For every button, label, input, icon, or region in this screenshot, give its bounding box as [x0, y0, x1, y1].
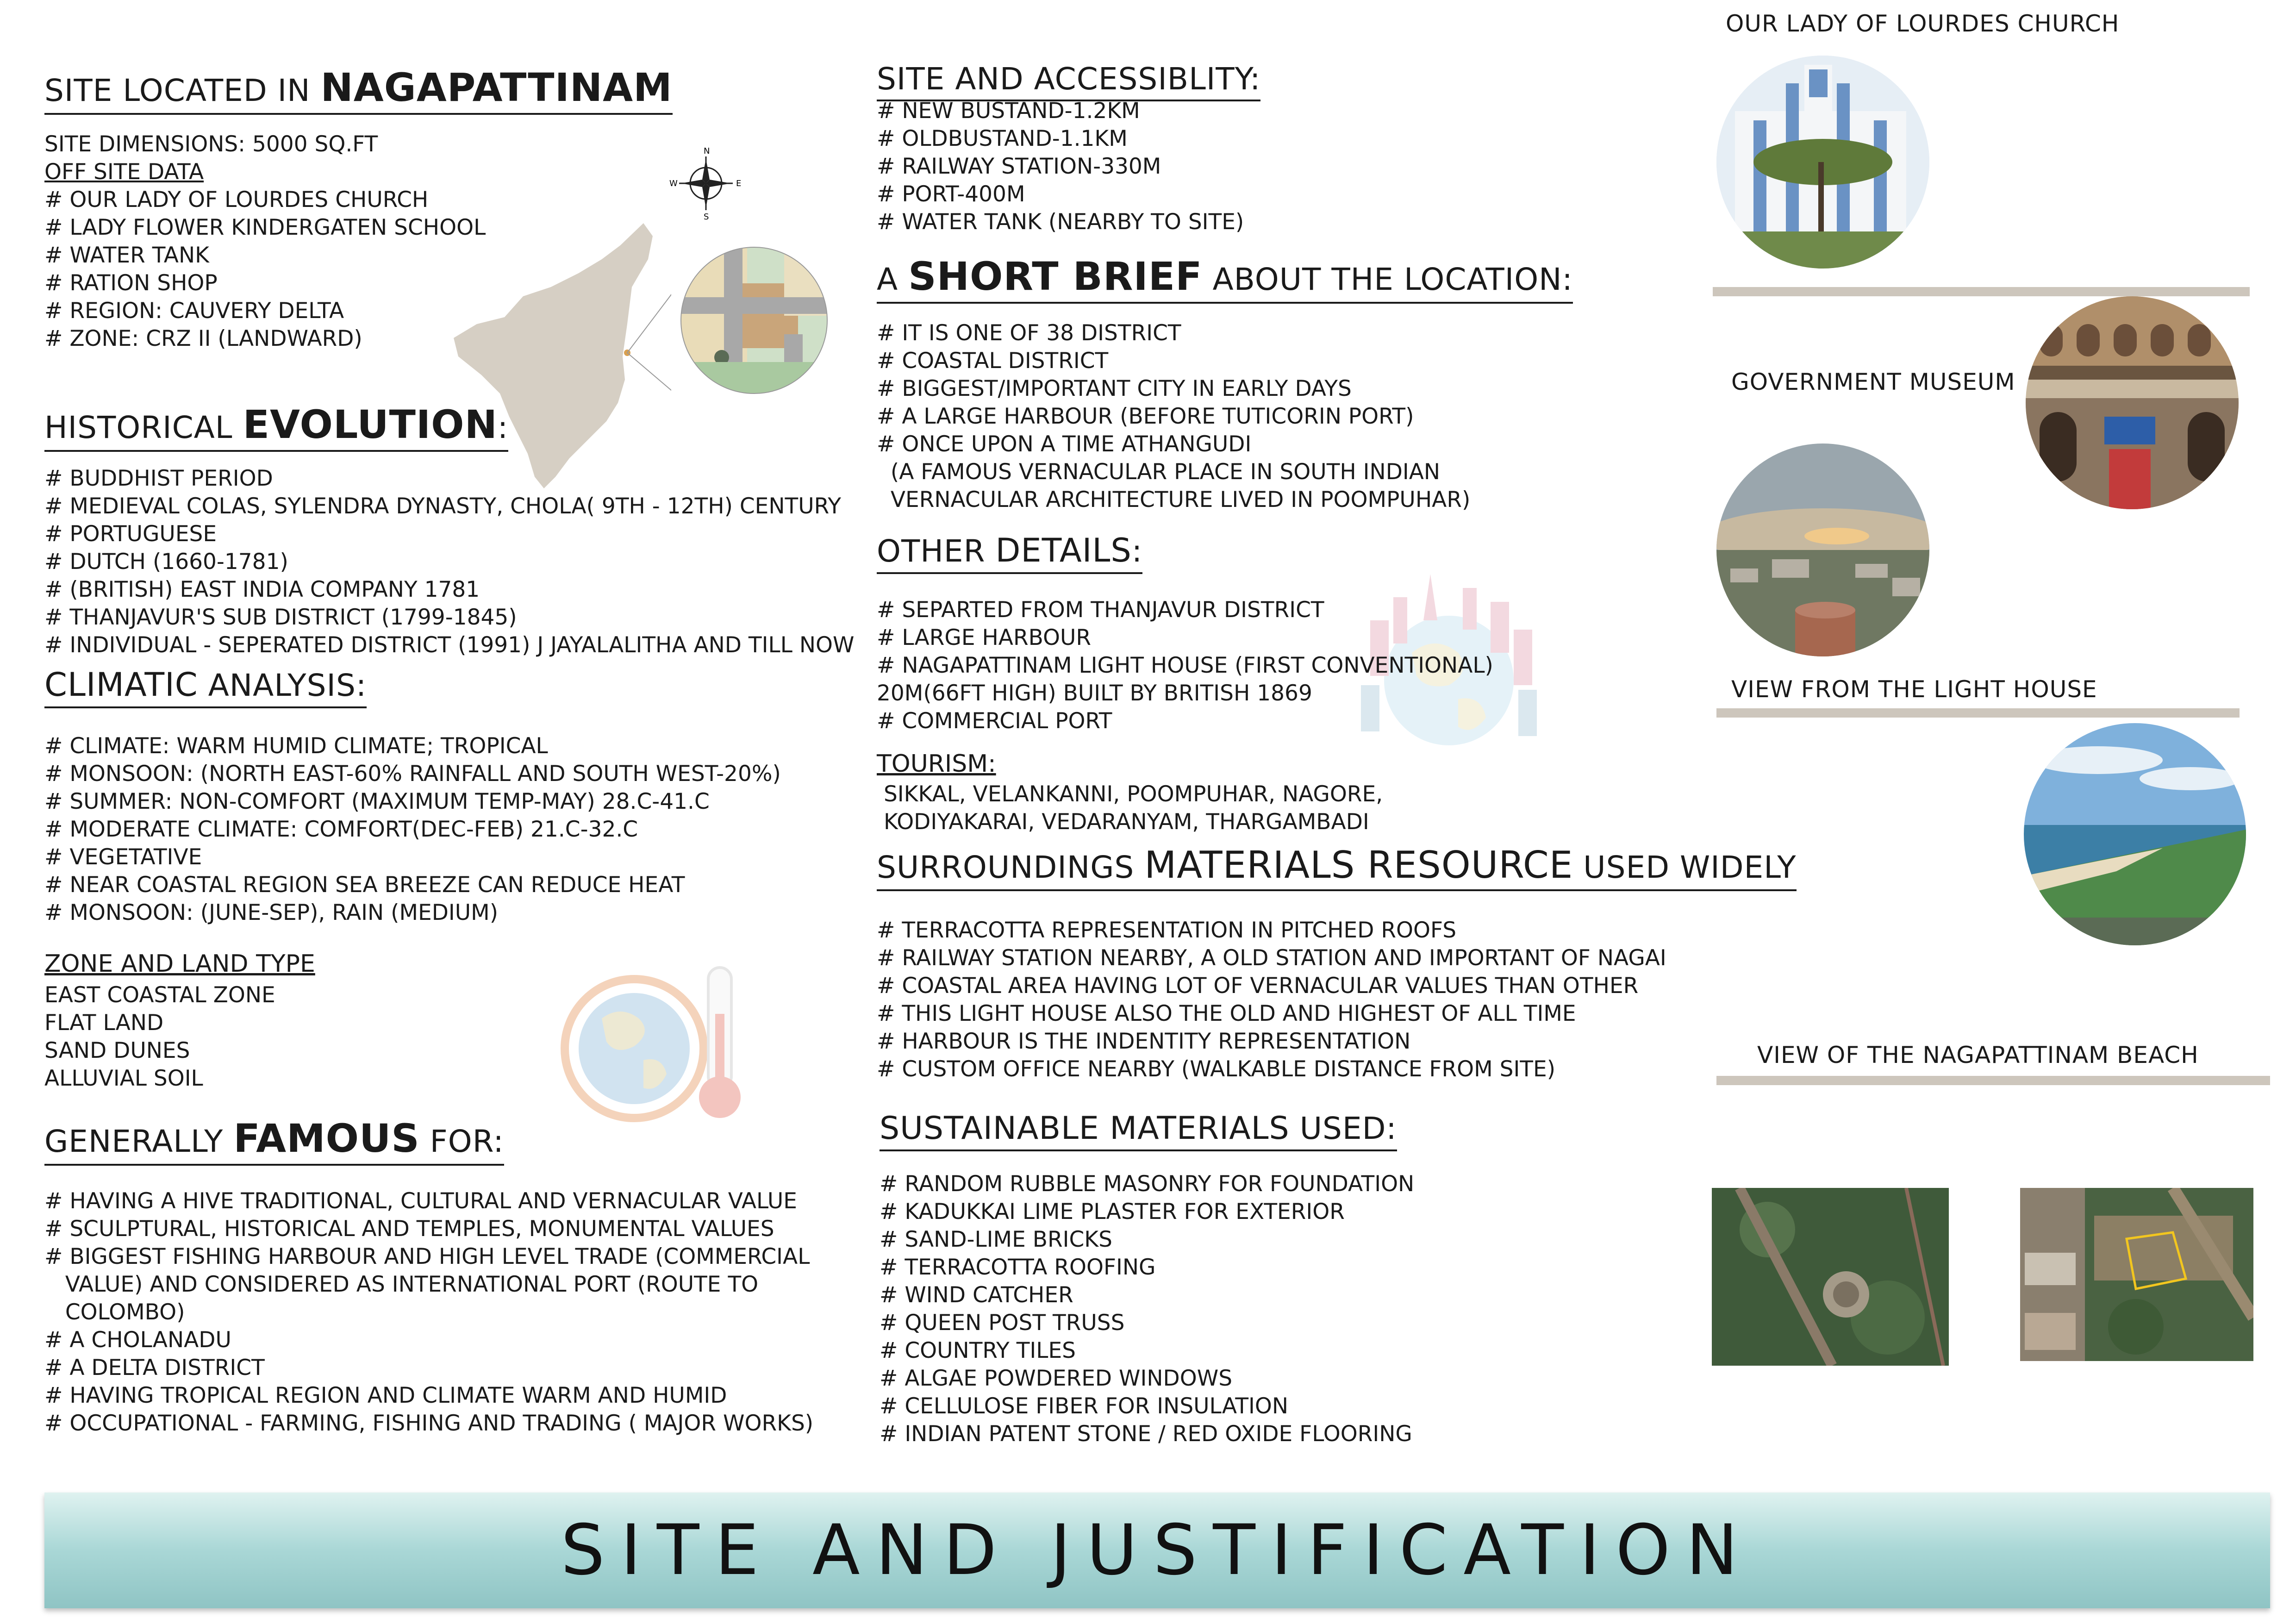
compass-rose-icon — [667, 146, 745, 220]
church-photo — [1716, 56, 1929, 269]
site-accessibility-list — [877, 97, 1244, 236]
church-caption: OUR LADY OF LOURDES CHURCH — [1726, 10, 2120, 37]
list-item: # BIGGEST/IMPORTANT CITY IN EARLY DAYS — [877, 376, 1352, 401]
materials-resource-heading: SURROUNDINGS MATERIALS RESOURCE USED WIDELY — [877, 843, 1797, 891]
list-item: 20M(66FT HIGH) BUILT BY BRITISH 1869 — [877, 681, 1312, 706]
climatic-analysis-list — [44, 732, 781, 927]
list-item: # PORT-400M — [877, 181, 1025, 207]
list-item: # HAVING A HIVE TRADITIONAL, CULTURAL AND VERNACULAR VALUE — [44, 1188, 797, 1214]
list-item: # RAILWAY STATION NEARBY, A OLD STATION AND IMPORTANT OF NAGAI — [877, 945, 1666, 971]
list-item: # KADUKKAI LIME PLASTER FOR EXTERIOR — [880, 1199, 1345, 1224]
off-site-data-heading: OFF SITE DATA — [44, 159, 204, 185]
section-divider — [1716, 708, 2240, 718]
list-item: # MODERATE CLIMATE: COMFORT(DEC-FEB) 21.C-32.C — [44, 817, 638, 842]
climatic-analysis-heading: CLIMATIC ANALYSIS: — [44, 666, 367, 708]
famous-for-list — [44, 1187, 813, 1437]
short-brief-heading: A SHORT BRIEF ABOUT THE LOCATION: — [877, 254, 1573, 304]
list-item: VERNACULAR ARCHITECTURE LIVED IN POOMPUHAR) — [877, 487, 1471, 512]
list-item: # CUSTOM OFFICE NEARBY (WALKABLE DISTANCE FROM SITE) — [877, 1056, 1556, 1082]
list-item: # REGION: CAUVERY DELTA — [44, 298, 344, 324]
section-divider — [1716, 1076, 2270, 1085]
list-item: # A LARGE HARBOUR (BEFORE TUTICORIN PORT) — [877, 404, 1414, 429]
list-item: # VEGETATIVE — [44, 844, 202, 870]
list-item: # HAVING TROPICAL REGION AND CLIMATE WARM AND HUMID — [44, 1383, 727, 1408]
list-item: # SAND-LIME BRICKS — [880, 1227, 1112, 1252]
lighthouse-view-photo — [1716, 443, 1929, 656]
list-item: # PORTUGUESE — [44, 521, 217, 547]
list-item: # OCCUPATIONAL - FARMING, FISHING AND TRADING ( MAJOR WORKS) — [44, 1411, 814, 1436]
title-banner — [44, 1493, 2270, 1608]
list-item: # CELLULOSE FIBER FOR INSULATION — [880, 1393, 1289, 1419]
zone-land-type-heading: ZONE AND LAND TYPE — [44, 950, 315, 978]
museum-caption: GOVERNMENT MUSEUM — [1731, 369, 2015, 395]
list-item: # OLDBUSTAND-1.1KM — [877, 126, 1128, 151]
list-item: # ALGAE POWDERED WINDOWS — [880, 1366, 1233, 1391]
site-accessibility-heading: SITE AND ACCESSIBLITY: — [877, 61, 1260, 101]
site-located-heading: SITE LOCATED IN NAGAPATTINAM — [44, 65, 673, 115]
list-item: # BIGGEST FISHING HARBOUR AND HIGH LEVEL TRADE (COMMERCIAL — [44, 1244, 810, 1269]
list-item: # NEW BUSTAND-1.2KM — [877, 98, 1140, 124]
other-details-list — [877, 596, 1493, 735]
list-item: # WATER TANK — [44, 243, 209, 268]
list-item: # NEAR COASTAL REGION SEA BREEZE CAN REDUCE HEAT — [44, 872, 685, 898]
short-brief-list — [877, 319, 1470, 514]
list-item: # COASTAL DISTRICT — [877, 348, 1109, 374]
site-zoom-map-icon — [678, 246, 830, 394]
list-item: # NAGAPATTINAM LIGHT HOUSE (FIRST CONVENTIONAL) — [877, 653, 1493, 678]
list-item: ALLUVIAL SOIL — [44, 1066, 203, 1091]
satellite-photo-lighthouse — [1712, 1188, 1949, 1366]
sustainable-materials-heading: SUSTAINABLE MATERIALS USED: — [880, 1110, 1397, 1151]
church-image — [1716, 56, 1929, 269]
list-item: # COMMERCIAL PORT — [877, 708, 1112, 734]
list-item: # RANDOM RUBBLE MASONRY FOR FOUNDATION — [880, 1171, 1415, 1197]
historical-evolution-heading: HISTORICAL EVOLUTION: — [44, 402, 508, 452]
list-item: # MEDIEVAL COLAS, SYLENDRA DYNASTY, CHOLA( 9TH - 12TH) CENTURY — [44, 493, 841, 519]
list-item: VALUE) AND CONSIDERED AS INTERNATIONAL PORT (ROUTE TO — [44, 1272, 759, 1297]
sustainable-materials-list — [880, 1170, 1414, 1448]
list-item: # QUEEN POST TRUSS — [880, 1310, 1125, 1336]
famous-for-heading: GENERALLY FAMOUS FOR: — [44, 1116, 504, 1166]
tourism-heading: TOURISM: — [877, 750, 996, 778]
museum-image — [2026, 296, 2239, 509]
list-item: # MONSOON: (JUNE-SEP), RAIN (MEDIUM) — [44, 900, 499, 925]
list-item: (A FAMOUS VERNACULAR PLACE IN SOUTH INDIAN — [877, 459, 1441, 485]
list-item: # OUR LADY OF LOURDES CHURCH — [44, 187, 429, 212]
lighthouse-view-image — [1716, 443, 1929, 656]
list-item: # THANJAVUR'S SUB DISTRICT (1799-1845) — [44, 605, 517, 630]
compass-e: E — [736, 179, 742, 188]
list-item: # MONSOON: (NORTH EAST-60% RAINFALL AND SOUTH WEST-20%) — [44, 761, 781, 787]
list-item: FLAT LAND — [44, 1010, 164, 1036]
list-item: # COUNTRY TILES — [880, 1338, 1076, 1363]
historical-evolution-list — [44, 465, 854, 659]
list-item: # RAILWAY STATION-330M — [877, 154, 1161, 179]
list-item: # ONCE UPON A TIME ATHANGUDI — [877, 431, 1252, 457]
list-item: # A CHOLANADU — [44, 1327, 231, 1353]
list-item: COLOMBO) — [44, 1299, 185, 1325]
satellite-image-2 — [2020, 1188, 2253, 1361]
list-item: # BUDDHIST PERIOD — [44, 466, 273, 491]
list-item: # RATION SHOP — [44, 270, 218, 296]
satellite-photo-site — [2020, 1188, 2253, 1361]
museum-photo — [2026, 296, 2239, 509]
list-item: # INDIVIDUAL - SEPERATED DISTRICT (1991) J JAYALALITHA AND TILL NOW — [44, 632, 855, 658]
list-item: SAND DUNES — [44, 1038, 190, 1063]
compass-w: W — [669, 179, 678, 188]
list-item: # CLIMATE: WARM HUMID CLIMATE; TROPICAL — [44, 733, 548, 759]
list-item: # ZONE: CRZ II (LANDWARD) — [44, 326, 362, 351]
beach-caption: VIEW OF THE NAGAPATTINAM BEACH — [1757, 1042, 2199, 1068]
page-title: SITE AND JUSTIFICATION — [561, 1510, 1754, 1591]
tourism-list — [877, 781, 1383, 836]
zone-land-type-list — [44, 981, 275, 1093]
list-item: # LADY FLOWER KINDERGATEN SCHOOL — [44, 215, 486, 240]
site-info-block — [44, 131, 486, 353]
list-item: # WATER TANK (NEARBY TO SITE) — [877, 209, 1244, 235]
list-item: # COASTAL AREA HAVING LOT OF VERNACULAR VALUES THAN OTHER — [877, 973, 1639, 999]
beach-image — [2024, 723, 2246, 945]
list-item: # (BRITISH) EAST INDIA COMPANY 1781 — [44, 577, 480, 602]
list-item: # TERRACOTTA REPRESENTATION IN PITCHED ROOFS — [877, 918, 1457, 943]
list-item: # A DELTA DISTRICT — [44, 1355, 265, 1380]
satellite-image-1 — [1712, 1188, 1949, 1366]
compass-s: S — [704, 212, 709, 220]
lighthouse-caption: VIEW FROM THE LIGHT HOUSE — [1731, 676, 2097, 703]
beach-photo — [2024, 723, 2246, 945]
list-item: # WIND CATCHER — [880, 1282, 1073, 1308]
list-item: # SUMMER: NON-COMFORT (MAXIMUM TEMP-MAY) 28.C-41.C — [44, 789, 710, 814]
other-details-heading: OTHER DETAILS: — [877, 531, 1142, 574]
list-item: # SCULPTURAL, HISTORICAL AND TEMPLES, MONUMENTAL VALUES — [44, 1216, 774, 1242]
list-item: # THIS LIGHT HOUSE ALSO THE OLD AND HIGHEST OF ALL TIME — [877, 1001, 1576, 1026]
list-item: # DUTCH (1660-1781) — [44, 549, 288, 575]
section-divider — [1713, 287, 2250, 296]
list-item: EAST COASTAL ZONE — [44, 982, 275, 1008]
globe-thermometer-icon — [546, 954, 778, 1130]
list-item: # SEPARTED FROM THANJAVUR DISTRICT — [877, 597, 1324, 623]
list-item: # LARGE HARBOUR — [877, 625, 1092, 650]
site-dimensions: SITE DIMENSIONS: 5000 SQ.FT — [44, 131, 378, 157]
list-item: SIKKAL, VELANKANNI, POOMPUHAR, NAGORE, — [877, 781, 1383, 807]
list-item: KODIYAKARAI, VEDARANYAM, THARGAMBADI — [877, 809, 1369, 835]
list-item: # HARBOUR IS THE INDENTITY REPRESENTATION — [877, 1029, 1411, 1054]
list-item: # IT IS ONE OF 38 DISTRICT — [877, 320, 1181, 346]
compass-n: N — [704, 146, 710, 156]
list-item: # INDIAN PATENT STONE / RED OXIDE FLOORING — [880, 1421, 1412, 1447]
materials-resource-list — [877, 917, 1666, 1083]
list-item: # TERRACOTTA ROOFING — [880, 1255, 1156, 1280]
